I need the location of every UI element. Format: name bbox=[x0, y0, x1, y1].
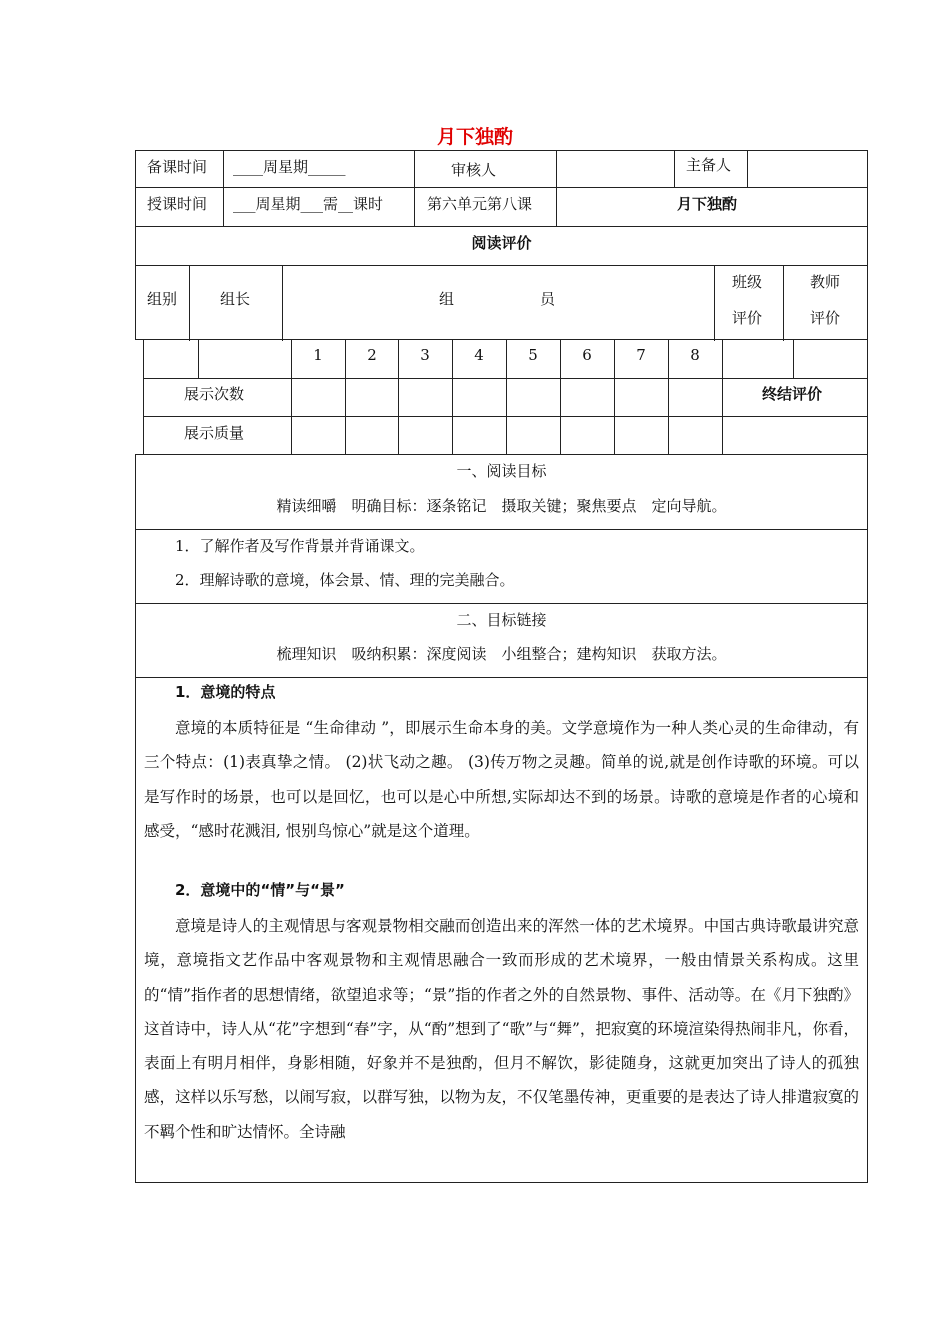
subsection1-text: 意境的本质特征是 “生命律动 ”，即展示生命本身的美。文学意境作为一种人类心灵的生命律动，有三个特点：(1)表真挚之情。 (2)状飞动之趣。 (3)传万物之灵趣。简单的说,就是创作诗歌的环境。可以是写作时的场景，也可以是回忆，也可以是心中所想,实际却达不到的场景。诗歌的意境是作者的心境和感受，“感时花溅泪, 恨别鸟惊心”就是这个道理。 bbox=[144, 719, 859, 840]
prep-time-label: 备课时间 bbox=[147, 158, 208, 176]
prep-time-value: ____周星期_____ bbox=[233, 158, 346, 176]
evaluation-title: 阅读评价 bbox=[471, 234, 532, 252]
goal-item: 2．理解诗歌的意境，体会景、情、理的完美融合。 bbox=[175, 571, 515, 589]
section1-motto: 精读细嚼 明确目标：逐条铭记 摄取关键；聚焦要点 定向导航。 bbox=[276, 497, 727, 515]
lesson-title: 月下独酌 bbox=[677, 195, 738, 213]
subsection1-title: 1．意境的特点 bbox=[175, 683, 276, 701]
members-label-1: 组 bbox=[439, 290, 455, 308]
lesson-info-table bbox=[135, 150, 868, 340]
teach-time-value: ___周星期___需__课时 bbox=[233, 195, 384, 213]
page-title: 月下独酌 bbox=[436, 126, 513, 148]
reviewer-label: 审核人 bbox=[451, 161, 497, 179]
section2-heading: 二、目标链接 bbox=[456, 611, 547, 629]
content-body bbox=[135, 454, 868, 1183]
class-eval-label-2: 评价 bbox=[732, 309, 763, 327]
grid-number: 4 bbox=[474, 346, 484, 364]
leader-label: 组长 bbox=[220, 290, 251, 308]
display-count-label: 展示次数 bbox=[184, 385, 245, 403]
lead-preparer-label: 主备人 bbox=[686, 156, 732, 174]
teach-time-label: 授课时间 bbox=[147, 195, 208, 213]
teacher-eval-label-1: 教师 bbox=[810, 273, 841, 291]
members-label-2: 员 bbox=[540, 290, 556, 308]
grid-number: 3 bbox=[420, 346, 430, 364]
grid-number: 2 bbox=[367, 346, 377, 364]
score-grid bbox=[143, 339, 868, 455]
class-eval-label-1: 班级 bbox=[732, 273, 763, 291]
section1-heading: 一、阅读目标 bbox=[456, 462, 547, 480]
grid-number: 7 bbox=[636, 346, 646, 364]
unit-label: 第六单元第八课 bbox=[427, 195, 533, 213]
subsection2-title: 2．意境中的“情”与“景” bbox=[175, 881, 345, 899]
final-eval-label: 终结评价 bbox=[762, 385, 823, 403]
display-quality-label: 展示质量 bbox=[184, 424, 245, 442]
teacher-eval-label-2: 评价 bbox=[810, 309, 841, 327]
grid-number: 8 bbox=[690, 346, 700, 364]
section2-motto: 梳理知识 吸纳积累：深度阅读 小组整合；建构知识 获取方法。 bbox=[276, 645, 727, 663]
subsection2-text: 意境是诗人的主观情思与客观景物相交融而创造出来的浑然一体的艺术境界。中国古典诗歌最讲究意境，意境指文艺作品中客观景物和主观情思融合一致而形成的艺术境界，一般由情景关系构成。这里的“情”指作者的思想情绪，欲望追求等；“景”指的作者之外的自然景物、事件、活动等。在《月下独酌》这首诗中，诗人从“花”字想到“春”字，从“酌”想到了“歌”与“舞”，把寂寞的环境渲染得热闹非凡，你看，表面上有明月相伴，身影相随，好象并不是独酌，但月不解饮，影徒随身，这就更加突出了诗人的孤独感，这样以乐写愁，以闹写寂，以群写独，以物为友，不仅笔墨传神，更重要的是表达了诗人排遣寂寞的不羁个性和旷达情怀。全诗融 bbox=[144, 917, 859, 1141]
grid-number: 5 bbox=[528, 346, 538, 364]
grid-number: 1 bbox=[313, 346, 323, 364]
goal-item: 1．了解作者及写作背景并背诵课文。 bbox=[175, 537, 425, 555]
grid-number: 6 bbox=[582, 346, 592, 364]
group-label: 组别 bbox=[147, 290, 178, 308]
